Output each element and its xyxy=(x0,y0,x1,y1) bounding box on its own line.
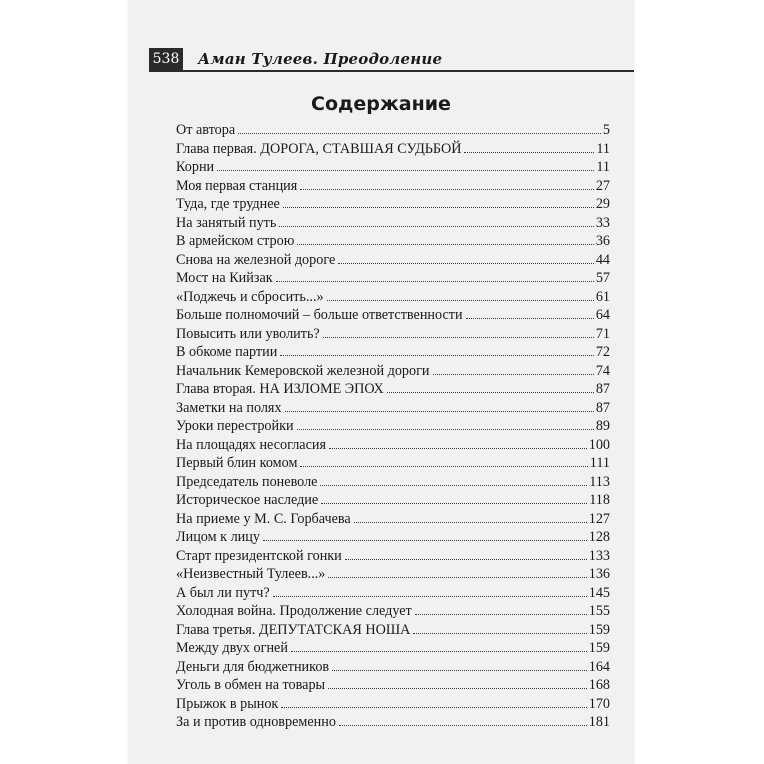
toc-entry-title: За и против одновременно xyxy=(176,714,336,730)
toc-entry xyxy=(176,584,610,603)
toc-entry-page: 89 xyxy=(595,418,610,434)
dot-leader xyxy=(464,151,594,153)
toc-entry xyxy=(176,510,610,529)
dot-leader xyxy=(320,484,587,486)
toc-entry xyxy=(176,658,610,677)
toc-entry-title: На приеме у М. С. Горбачева xyxy=(176,510,351,527)
dot-leader xyxy=(415,613,587,615)
dot-leader xyxy=(300,465,587,467)
toc-entry-page: 127 xyxy=(588,510,610,527)
toc-entry-title: От автора xyxy=(176,122,236,138)
toc-entry xyxy=(176,380,610,399)
toc-entry-title: Историческое наследие xyxy=(176,492,319,508)
toc-entry xyxy=(176,621,610,640)
toc-entry-title: Начальник Кемеровской железной дороги xyxy=(176,362,430,379)
dot-leader xyxy=(291,650,587,652)
toc-entry-page: 168 xyxy=(588,677,610,693)
dot-leader xyxy=(280,354,593,356)
toc-entry-page: 136 xyxy=(588,566,610,582)
dot-leader xyxy=(466,317,594,319)
toc-entry xyxy=(176,602,610,621)
toc-entry xyxy=(176,417,610,436)
dot-leader xyxy=(297,428,594,430)
toc-entry xyxy=(176,158,610,177)
toc-entry-title: Между двух огней xyxy=(176,640,288,656)
dot-leader xyxy=(297,243,593,245)
toc-entry-page: 74 xyxy=(595,362,610,379)
toc-entry-page: 170 xyxy=(588,695,610,712)
toc-entry-title: Холодная война. Продолжение следует xyxy=(176,603,412,619)
dot-leader xyxy=(328,576,586,578)
toc-entry-page: 11 xyxy=(596,140,610,157)
toc-entry-page: 57 xyxy=(595,270,610,286)
toc-entry-page: 33 xyxy=(595,214,610,231)
toc-entry-page: 5 xyxy=(602,122,610,138)
dot-leader xyxy=(329,447,587,449)
dot-leader xyxy=(238,132,601,134)
toc-entry xyxy=(176,232,610,251)
toc-entry xyxy=(176,306,610,325)
dot-leader xyxy=(283,206,594,208)
toc-entry-title: Глава вторая. НА ИЗЛОМЕ ЭПОХ xyxy=(176,381,384,397)
toc-entry-page: 61 xyxy=(595,288,610,305)
toc-entry-title: Первый блин комом xyxy=(176,455,298,471)
dot-leader xyxy=(387,391,594,393)
dot-leader xyxy=(354,521,587,523)
toc-entry xyxy=(176,195,610,214)
running-title: Аман Тулеев. Преодоление xyxy=(198,50,443,68)
toc-entry-title: Деньги для бюджетников xyxy=(176,658,330,675)
toc-entry xyxy=(176,695,610,714)
toc-entry xyxy=(176,177,610,196)
toc-entry xyxy=(176,325,610,344)
dot-leader xyxy=(281,706,586,708)
dot-leader xyxy=(276,280,594,282)
toc-entry-page: 64 xyxy=(595,307,610,323)
toc-entry-title: Повысить или уволить? xyxy=(176,325,320,342)
toc-entry xyxy=(176,473,610,492)
toc-entry xyxy=(176,269,610,288)
toc-entry-title: Прыжок в рынок xyxy=(176,695,279,712)
toc-entry-title: На площадях несогласия xyxy=(176,436,326,453)
toc-entry xyxy=(176,362,610,381)
toc-entry xyxy=(176,676,610,695)
dot-leader xyxy=(217,169,594,171)
toc-entry xyxy=(176,121,610,140)
toc-entry-title: Корни xyxy=(176,159,215,175)
toc-entry-page: 128 xyxy=(588,529,610,545)
toc-title: Содержание xyxy=(311,93,451,115)
toc-entry-title: В обкоме партии xyxy=(176,344,278,360)
dot-leader xyxy=(328,687,587,689)
toc-entry xyxy=(176,399,610,418)
toc-entry-page: 133 xyxy=(588,547,610,564)
toc-entry-page: 29 xyxy=(595,196,610,212)
toc-entry-title: Уроки перестройки xyxy=(176,418,294,434)
toc-entry-title: Туда, где труднее xyxy=(176,196,280,212)
toc-entry-title: В армейском строю xyxy=(176,233,295,249)
toc-entry-page: 155 xyxy=(588,603,610,619)
toc-entry xyxy=(176,639,610,658)
toc-entry-title: Уголь в обмен на товары xyxy=(176,677,326,693)
toc-entry-page: 145 xyxy=(588,584,610,601)
dot-leader xyxy=(413,632,586,634)
toc-entry xyxy=(176,436,610,455)
dot-leader xyxy=(338,262,594,264)
toc-entry-title: Лицом к лицу xyxy=(176,529,260,545)
toc-entry-title: Глава третья. ДЕПУТАТСКАЯ НОША xyxy=(176,621,411,638)
toc-entry xyxy=(176,528,610,547)
toc-entry-page: 159 xyxy=(588,640,610,656)
toc-entry xyxy=(176,140,610,159)
toc-entry-page: 181 xyxy=(588,714,610,730)
toc-entry-title: Глава первая. ДОРОГА, СТАВШАЯ СУДЬБОЙ xyxy=(176,140,462,157)
dot-leader xyxy=(339,724,587,726)
toc-entry-page: 87 xyxy=(595,381,610,397)
toc-entry-page: 164 xyxy=(588,658,610,675)
toc-entry-page: 72 xyxy=(595,344,610,360)
toc-entry-title: На занятый путь xyxy=(176,214,277,231)
toc-entry-page: 71 xyxy=(595,325,610,342)
toc-entry-title: Старт президентской гонки xyxy=(176,547,342,564)
toc-entry xyxy=(176,713,610,732)
toc-entry xyxy=(176,491,610,510)
toc-entry-title: Снова на железной дороге xyxy=(176,251,336,268)
dot-leader xyxy=(273,595,587,597)
dot-leader xyxy=(345,558,587,560)
dot-leader xyxy=(323,336,594,338)
toc-entry xyxy=(176,251,610,270)
dot-leader xyxy=(321,502,587,504)
toc-entry-title: Моя первая станция xyxy=(176,177,298,194)
toc-entry xyxy=(176,214,610,233)
toc-entry-page: 111 xyxy=(589,455,610,471)
toc-entry-page: 87 xyxy=(595,399,610,416)
toc-entry-page: 118 xyxy=(589,492,610,508)
toc-entry-page: 44 xyxy=(595,251,610,268)
toc-list xyxy=(176,121,610,732)
toc-entry-title: «Поджечь и сбросить...» xyxy=(176,288,324,305)
toc-entry-title: А был ли путч? xyxy=(176,584,270,601)
toc-entry-title: «Неизвестный Тулеев...» xyxy=(176,566,326,582)
toc-entry xyxy=(176,547,610,566)
toc-entry-title: Больше полномочий – больше ответственности xyxy=(176,307,463,323)
toc-entry xyxy=(176,343,610,362)
dot-leader xyxy=(300,188,594,190)
dot-leader xyxy=(332,669,587,671)
toc-entry xyxy=(176,454,610,473)
toc-entry-title: Председатель поневоле xyxy=(176,473,318,490)
header-rule xyxy=(149,70,634,72)
dot-leader xyxy=(285,410,594,412)
dot-leader xyxy=(327,299,594,301)
page-number: 538 xyxy=(149,48,183,70)
dot-leader xyxy=(263,539,587,541)
toc-entry-page: 113 xyxy=(589,473,610,490)
toc-entry-page: 159 xyxy=(588,621,610,638)
toc-entry-title: Мост на Кийзак xyxy=(176,270,273,286)
toc-entry-page: 11 xyxy=(596,159,610,175)
toc-entry-page: 100 xyxy=(588,436,610,453)
toc-entry xyxy=(176,565,610,584)
toc-entry-page: 27 xyxy=(595,177,610,194)
dot-leader xyxy=(433,373,594,375)
page-header xyxy=(146,48,634,70)
toc-entry-title: Заметки на полях xyxy=(176,399,282,416)
toc-entry-page: 36 xyxy=(595,233,610,249)
toc-entry xyxy=(176,288,610,307)
dot-leader xyxy=(279,225,593,227)
